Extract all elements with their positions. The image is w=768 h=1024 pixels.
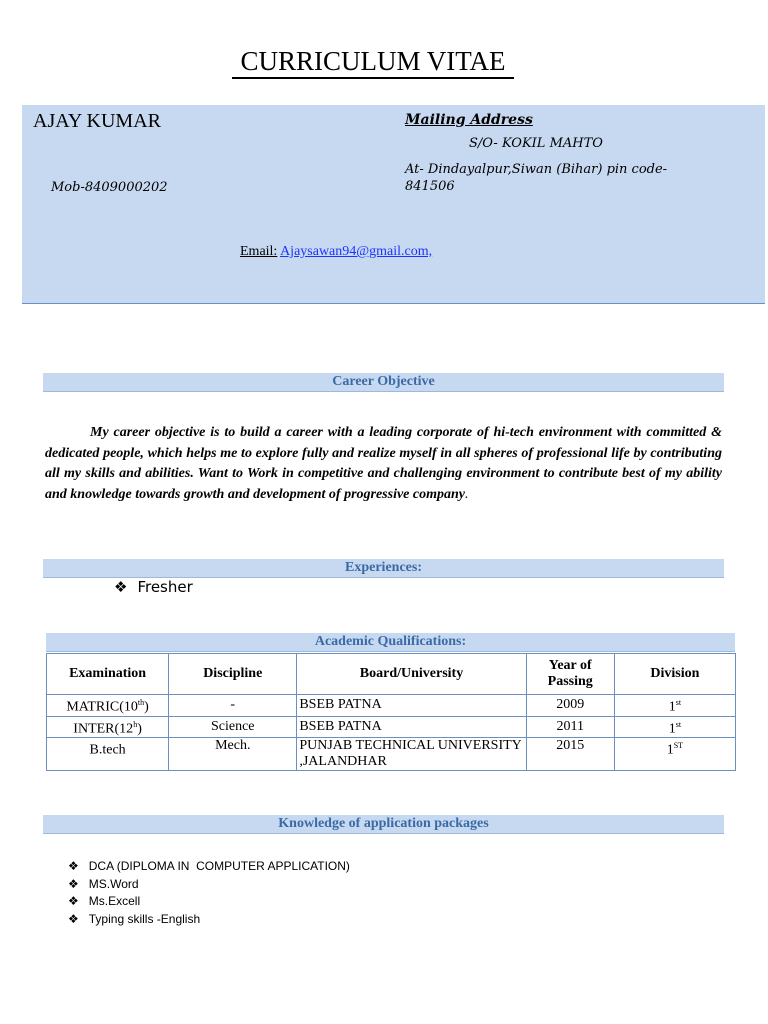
table-row <box>47 738 736 771</box>
exam-cell: B.tech <box>47 738 169 771</box>
email-label: Email: <box>240 244 278 259</box>
email-line <box>240 244 432 260</box>
academic-qualifications-heading: Academic Qualifications: <box>46 633 735 652</box>
division-cell: 1st <box>614 716 735 738</box>
diamond-bullet-icon: ❖ <box>68 894 79 908</box>
board-cell: PUNJAB TECHNICAL UNIVERSITY ,JALANDHAR <box>297 738 526 771</box>
exam-cell: MATRIC(10th) <box>47 695 169 717</box>
discipline-cell: Science <box>169 716 297 738</box>
exam-cell: INTER(12$^h$) <box>47 716 169 738</box>
experiences-heading: Experiences: <box>43 559 724 578</box>
discipline-cell: - <box>169 695 297 717</box>
division-cell: 1ST <box>614 738 735 771</box>
table-row <box>47 695 736 717</box>
email-link[interactable]: Ajaysawan94@gmail.com, <box>280 244 433 259</box>
diamond-bullet-icon: ❖ <box>68 876 79 891</box>
career-objective-body: My career objective is to build a career with a leading corporate of hi-tech environment with committed & dedicated people, which helps me to explore fully and realize myself in all spheres of professional life by contributing all my skills and abilities. Want to Work in competitive and challenging environment to contribute best of my ability and knowledge towards growth and development of progressive company <box>45 425 722 502</box>
diamond-bullet-icon: ❖ <box>68 911 79 926</box>
diamond-bullet-icon: ❖ <box>68 859 79 873</box>
division-cell: 1st <box>614 695 735 717</box>
list-item: ❖ DCA (DIPLOMA IN COMPUTER APPLICATION) <box>68 859 350 873</box>
column-header-board: Board/University <box>297 654 526 695</box>
so-line: S/O- KOKIL MAHTO <box>469 136 603 151</box>
career-objective-heading: Career Objective <box>43 373 724 392</box>
diamond-bullet-icon: ❖ <box>114 578 128 596</box>
column-header-discipline: Discipline <box>169 654 297 695</box>
experience-item-label: Fresher <box>137 578 193 596</box>
knowledge-list <box>68 858 350 928</box>
year-cell: 2009 <box>526 695 614 717</box>
address: At- Dindayalpur,Siwan (Bihar) pin code-841506 <box>405 162 668 194</box>
board-cell: BSEB PATNA <box>297 716 526 738</box>
experience-item <box>114 578 193 596</box>
board-cell: BSEB PATNA <box>297 695 526 717</box>
column-header-examination: Examination <box>47 654 169 695</box>
column-header-year: Year of Passing <box>526 654 614 695</box>
list-item: ❖ Typing skills -English <box>68 911 201 926</box>
list-item: ❖ MS.Word <box>68 876 139 891</box>
mobile-number: Mob-8409000202 <box>51 180 168 195</box>
candidate-name: AJAY KUMAR <box>33 110 161 132</box>
mailing-address-title: Mailing Address <box>405 112 533 128</box>
column-header-division: Division <box>614 654 735 695</box>
table-header-row <box>47 654 736 695</box>
table-row <box>47 716 736 738</box>
knowledge-heading: Knowledge of application packages <box>43 815 724 834</box>
discipline-cell: Mech. <box>169 738 297 771</box>
year-cell: 2011 <box>526 716 614 738</box>
list-item: ❖ Ms.Excell <box>68 894 141 908</box>
year-cell: 2015 <box>526 738 614 771</box>
career-objective-text <box>45 423 722 505</box>
academic-table <box>46 653 736 771</box>
document-title: CURRICULUM VITAE <box>0 46 746 79</box>
career-objective-period: . <box>465 486 469 502</box>
header-box <box>22 105 765 304</box>
